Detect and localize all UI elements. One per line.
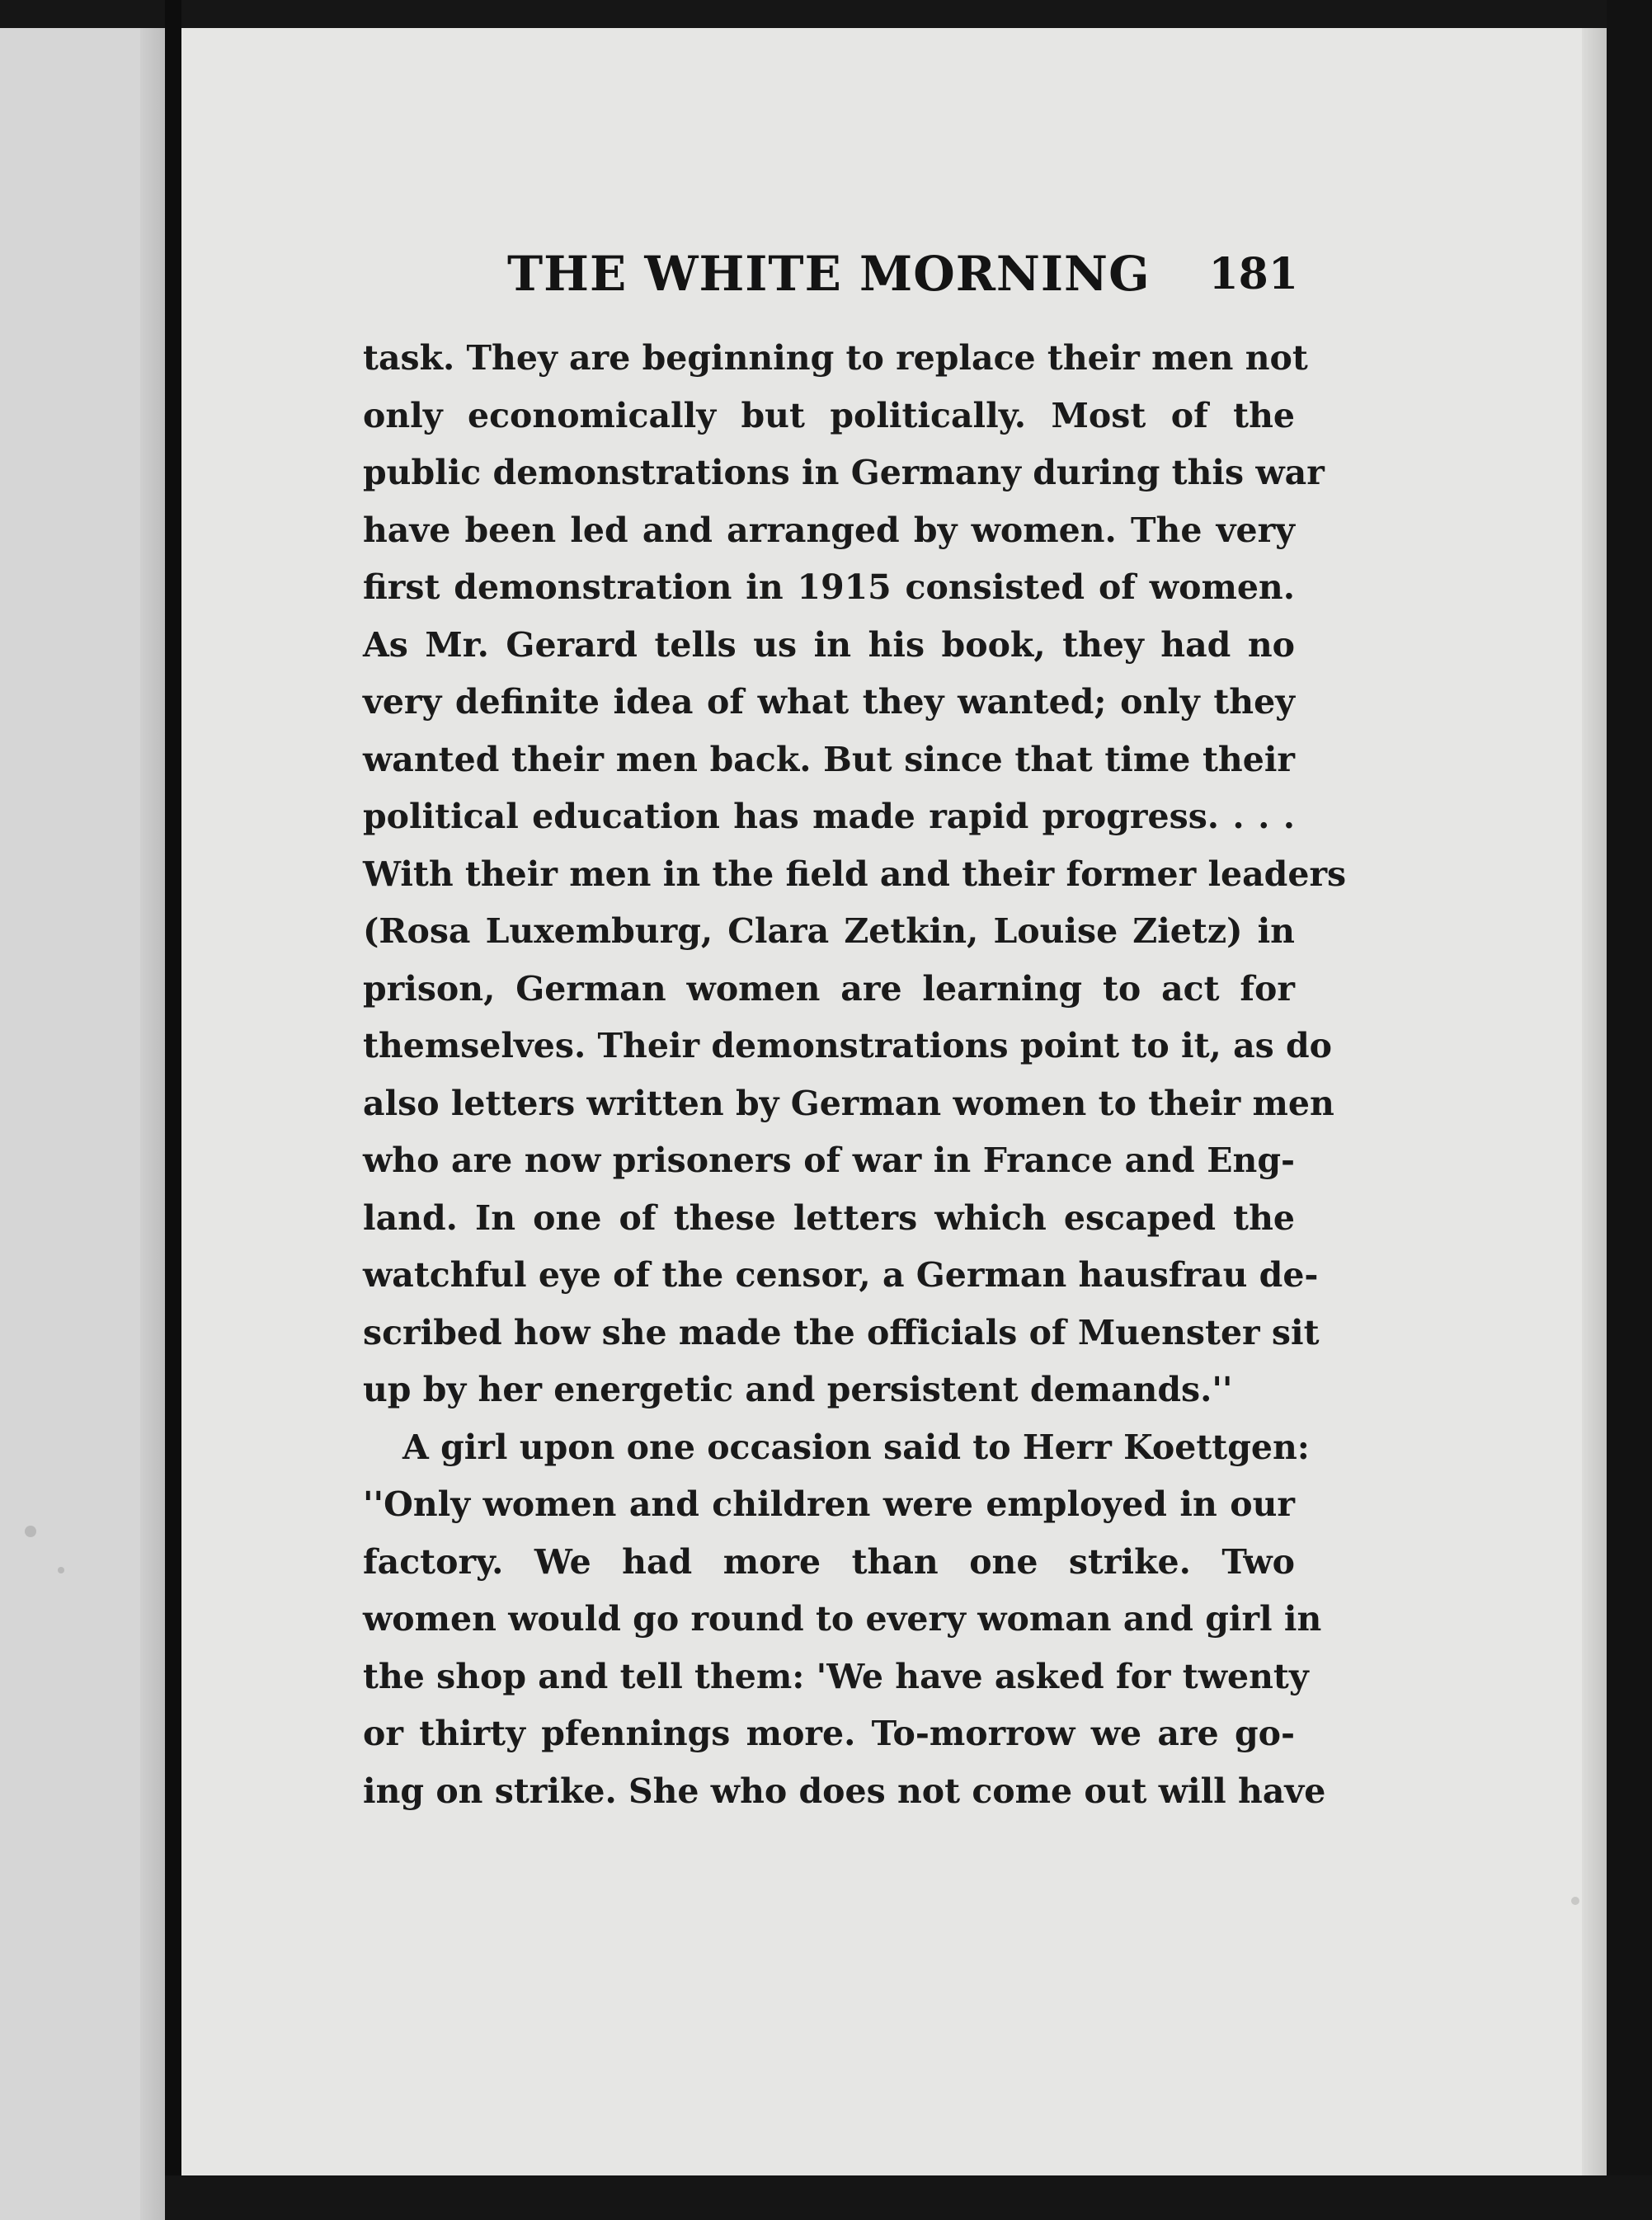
text-line: up by her energetic and persistent demands.'' (363, 1370, 1233, 1409)
text-line: With their men in the field and their former leaders (363, 854, 1347, 894)
paper-speck (25, 1526, 36, 1537)
running-head (363, 239, 1303, 313)
running-title: THE WHITE MORNING (507, 246, 1151, 302)
text-line: (Rosa Luxemburg, Clara Zetkin, Louise Zietz) in (363, 911, 1295, 951)
text-line: have been led and arranged by women. The very (363, 510, 1295, 550)
text-line: factory. We had more than one strike. Two (363, 1541, 1295, 1582)
text-line: political education has made rapid progress. . . . (363, 797, 1295, 836)
text-line: scribed how she made the officials of Muenster sit (363, 1312, 1320, 1352)
text-line: women would go round to every woman and girl in (363, 1599, 1322, 1639)
page-number: 181 (1208, 249, 1298, 299)
body-text (363, 330, 1347, 1820)
page-edge-shadow (1582, 28, 1607, 2175)
text-line: only economically but politically. Most of the (363, 395, 1295, 435)
paper-speck (1571, 1897, 1579, 1905)
text-line: As Mr. Gerard tells us in his book, they had no (363, 624, 1295, 665)
scan-right-border (1607, 0, 1652, 2220)
text-line: themselves. Their demonstrations point to it, as do (363, 1026, 1333, 1065)
text-line: public demonstrations in Germany during this war (363, 453, 1325, 492)
text-line: watchful eye of the censor, a German hausfrau de- (363, 1255, 1319, 1295)
text-line: ing on strike. She who does not come out will have (363, 1771, 1326, 1811)
scan-top-border (0, 0, 1652, 28)
facing-page-shadow (140, 28, 165, 2220)
text-line: task. They are beginning to replace their men not (363, 338, 1308, 378)
text-line: land. In one of these letters which escaped the (363, 1197, 1295, 1238)
text-line: the shop and tell them: 'We have asked for twenty (363, 1656, 1309, 1696)
paper-speck (58, 1567, 64, 1573)
text-line: ''Only women and children were employed in our (363, 1484, 1295, 1524)
text-line: or thirty pfennings more. To-morrow we are go- (363, 1714, 1295, 1753)
text-line: very definite idea of what they wanted; only they (363, 682, 1295, 722)
text-line: first demonstration in 1915 consisted of women. (363, 567, 1295, 607)
book-gutter (165, 0, 181, 2220)
text-line: prison, German women are learning to act for (363, 968, 1295, 1009)
scan-bottom-border (165, 2175, 1652, 2220)
text-line: who are now prisoners of war in France and Eng- (363, 1141, 1295, 1180)
text-line: wanted their men back. But since that time their (363, 739, 1295, 779)
text-line: A girl upon one occasion said to Herr Koettgen: (402, 1427, 1310, 1467)
text-line: also letters written by German women to their men (363, 1083, 1334, 1123)
